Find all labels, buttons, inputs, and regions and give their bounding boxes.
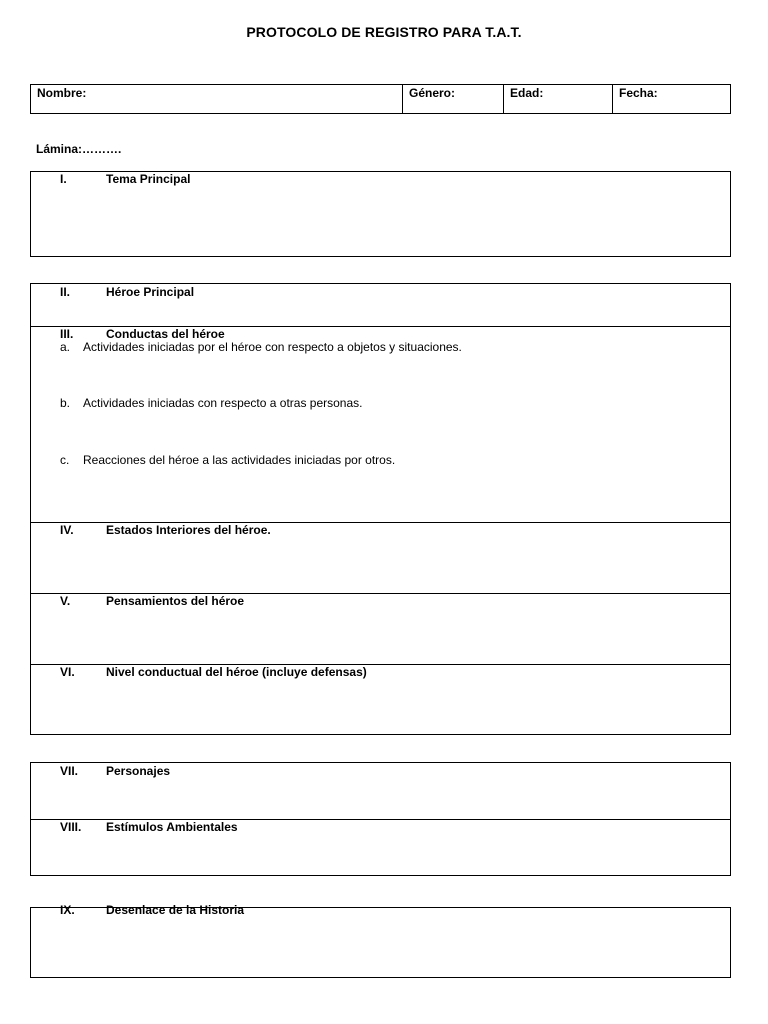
section-heroe-principal[interactable] xyxy=(31,284,730,326)
section-label: Nivel conductual del héroe (incluye defensas) xyxy=(106,665,367,679)
section-conductas-heroe[interactable] xyxy=(31,326,730,522)
section-number: II. xyxy=(60,285,71,299)
edad-field[interactable]: Edad: xyxy=(504,85,613,113)
genero-field[interactable]: Género: xyxy=(403,85,504,113)
section-number: III. xyxy=(60,327,74,341)
section-desenlace[interactable] xyxy=(31,903,730,977)
section-box-4 xyxy=(30,903,731,978)
section-label: Tema Principal xyxy=(106,172,191,186)
nombre-field[interactable]: Nombre: xyxy=(31,85,403,113)
section-nivel-conductual[interactable] xyxy=(31,664,730,734)
section-estimulos-ambientales[interactable] xyxy=(31,819,730,875)
section-label: Estímulos Ambientales xyxy=(106,820,238,834)
section-number: VII. xyxy=(60,764,79,778)
section-label: Pensamientos del héroe xyxy=(106,594,245,608)
section-box-3 xyxy=(30,762,731,876)
section-label: Desenlace de la Historia xyxy=(106,903,245,917)
section-label: Estados Interiores del héroe. xyxy=(106,523,271,537)
list-item: b. Actividades iniciadas con respecto a otras personas. xyxy=(60,396,363,410)
fecha-field[interactable]: Fecha: xyxy=(619,86,658,100)
section-box-1 xyxy=(30,171,731,257)
section-label: Héroe Principal xyxy=(106,285,195,299)
section-number: IV. xyxy=(60,523,74,537)
section-pensamientos[interactable] xyxy=(31,593,730,664)
list-item: a. Actividades iniciadas por el héroe con respecto a objetos y situaciones. xyxy=(60,340,462,354)
section-estados-interiores[interactable] xyxy=(31,522,730,593)
section-number: I. xyxy=(60,172,67,186)
section-number: IX. xyxy=(60,903,75,917)
section-number: VI. xyxy=(60,665,75,679)
section-label: Personajes xyxy=(106,764,171,778)
section-box-2 xyxy=(30,283,731,735)
list-item: c. Reacciones del héroe a las actividades iniciadas por otros. xyxy=(60,453,396,467)
section-number: V. xyxy=(60,594,71,608)
section-tema-principal[interactable] xyxy=(31,172,730,256)
page-title: PROTOCOLO DE REGISTRO PARA T.A.T. xyxy=(246,24,522,40)
section-number: VIII. xyxy=(60,820,82,834)
section-personajes[interactable] xyxy=(31,763,730,819)
lamina-label[interactable]: Lámina:………. xyxy=(36,142,122,156)
patient-info-table xyxy=(30,84,731,114)
section-label: Conductas del héroe xyxy=(106,327,225,341)
